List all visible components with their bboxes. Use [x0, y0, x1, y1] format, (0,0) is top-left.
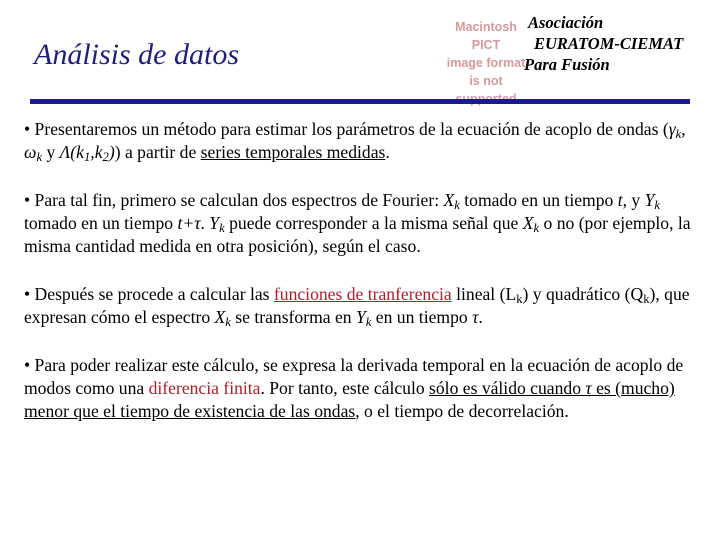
pict-line-2: image format [446, 56, 526, 70]
paragraph-1 [24, 118, 700, 164]
org-line-2: EURATOM-CIEMAT [534, 34, 684, 53]
paragraph-4 [24, 354, 700, 423]
p2-text-g: o no (por ejemplo, la misma cantidad medida en otra posición), según el caso. [24, 213, 691, 256]
subscript-k: k [219, 221, 225, 236]
p2-text-f: puede corresponder a la misma señal que [224, 213, 523, 233]
p2-text-d: tomado en un tiempo [24, 213, 178, 233]
finite-difference-highlight: diferencia finita [148, 378, 261, 398]
tau-symbol: τ [472, 307, 479, 327]
org-line-1: Asociación [528, 13, 604, 32]
lambda-symbol: Λ [59, 142, 71, 162]
subscript-k: k [36, 150, 43, 165]
pict-line-1: Macintosh PICT [455, 20, 517, 52]
p1-comma: , [681, 119, 686, 139]
p4-text-b: . Por tanto, este cálculo [260, 378, 430, 398]
omega-symbol: ω [24, 142, 37, 162]
var-t: t [617, 190, 623, 210]
p3-text-d: ), que expresan cómo el espectro [24, 284, 690, 327]
var-Y: Y [209, 213, 220, 233]
pict-line-3: is not [469, 74, 503, 88]
p3-text-e: se transforma en [230, 307, 356, 327]
var-t-plus-tau: t+τ [177, 213, 201, 233]
p3-text-g: . [478, 307, 483, 327]
subscript-2: 2 [102, 150, 109, 165]
p2-text-c: , y [622, 190, 645, 210]
subscript-1: 1 [83, 150, 91, 165]
var-X: X [214, 307, 226, 327]
validity-underline-2: es (mucho) menor que el tiempo de existencia de las ondas [24, 378, 675, 421]
subscript-k: k [454, 198, 460, 213]
var-Y: Y [355, 307, 366, 327]
p3-text-f: en un tiempo [371, 307, 473, 327]
organization-label [520, 12, 716, 75]
paragraph-2 [24, 189, 700, 258]
p4-text-a: • Para poder realizar este cálculo, se expresa la derivada temporal en la ecuación de acoplo de modos como una [24, 355, 684, 398]
p1-text-c: . [385, 142, 390, 162]
page-title: Análisis de datos [34, 38, 240, 71]
p3-text-b: lineal (L [451, 284, 517, 304]
subscript-k: k [533, 221, 540, 236]
p1-text-a: • Presentaremos un método para estimar los parámetros de la ecuación de acoplo de ondas ( [24, 119, 669, 139]
subscript-k: k [225, 315, 231, 330]
subscript-k: k [643, 292, 650, 307]
org-line-3: Para Fusión [524, 55, 610, 74]
p3-text-c: ) y quadrático (Q [522, 284, 644, 304]
gamma-symbol: γ [668, 119, 676, 139]
subscript-k: k [365, 315, 372, 330]
p2-text-b: tomado en un tiempo [459, 190, 618, 210]
transfer-functions-link[interactable]: funciones de tranferencia [273, 284, 452, 304]
p2-text-e: . [200, 213, 210, 233]
lambda-args-mid: ,k [90, 142, 103, 162]
p4-text-c: , o el tiempo de decorrelación. [355, 401, 569, 421]
p2-text-a: • Para tal fin, primero se calculan dos espectros de Fourier: [24, 190, 444, 210]
subscript-k: k [516, 292, 523, 307]
subscript-k: k [654, 198, 661, 213]
slide-body [24, 118, 700, 423]
subscript-k: k [675, 127, 682, 142]
series-link[interactable]: series temporales medidas [200, 142, 386, 162]
p1-text-b: ) a partir de [114, 142, 201, 162]
var-X: X [522, 213, 534, 233]
unsupported-image-placeholder [444, 18, 528, 88]
header-divider [30, 99, 690, 104]
p1-conjunction: y [42, 142, 60, 162]
lambda-args-close: ) [108, 142, 115, 162]
p3-text-a: • Después se procede a calcular las [24, 284, 274, 304]
lambda-args-open: (k [70, 142, 84, 162]
paragraph-3 [24, 283, 700, 329]
tau-symbol: τ [585, 378, 592, 398]
var-X: X [443, 190, 455, 210]
validity-underline-1: sólo es válido cuando [429, 378, 586, 398]
var-Y: Y [644, 190, 655, 210]
